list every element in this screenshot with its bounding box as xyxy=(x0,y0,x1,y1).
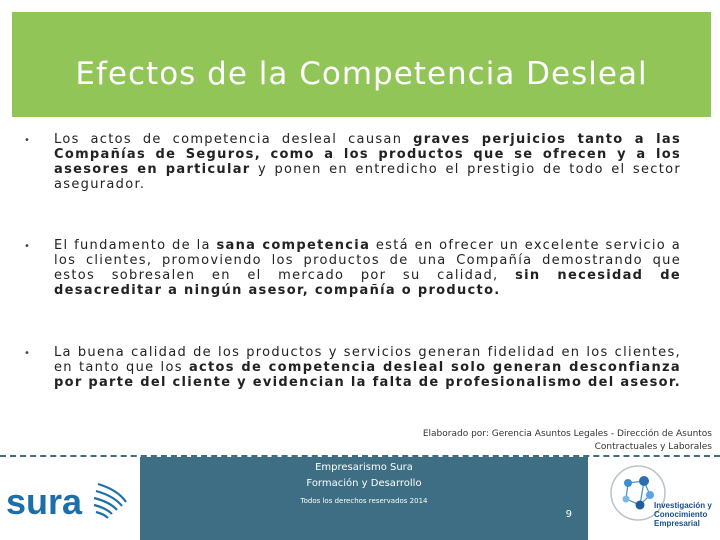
bullet-text-bold: graves perjuicios tanto a las Compañías de Seguros, como a los productos que se ofrecen y a los asesores en particular xyxy=(54,132,682,177)
credit-note xyxy=(412,428,712,454)
bullet-text xyxy=(54,238,681,298)
bullet-text-bold: sin necesidad de desacreditar a ningún asesor, compañía o producto. xyxy=(54,268,681,298)
bullet-dot-icon: • xyxy=(24,135,30,146)
investigacion-logo-text: Investigación y xyxy=(654,501,712,510)
footer-box xyxy=(140,457,588,540)
bullet-text-bold: actos de competencia desleal solo generan desconfianza por parte del cliente y evidencian la falta de profesionalismo del asesor. xyxy=(54,360,681,390)
bullet-text xyxy=(54,132,681,192)
bullet-text-regular: está en ofrecer un excelente servicio a los clientes, promoviendo los productos de una Compañía demostrando que estos sobresalen en el mercado por su calidad, xyxy=(54,238,682,283)
slide-title: Efectos de la Competencia Desleal xyxy=(75,56,648,92)
footer-company: Empresarismo Sura xyxy=(315,462,413,473)
bullet-text-bold: sana competencia xyxy=(216,238,371,253)
page-number: 9 xyxy=(565,509,572,520)
sura-logo-text: sura xyxy=(6,481,83,522)
bullet-text xyxy=(54,345,681,390)
footer-copyright: Todos los derechos reservados 2014 xyxy=(300,497,428,505)
bullet-text-regular: y ponen en entredicho el prestigio de todo el sector asegurador. xyxy=(54,162,681,192)
bullet-text-regular: Los actos de competencia desleal causan xyxy=(54,132,414,147)
bullet-dot-icon: • xyxy=(24,241,30,252)
investigacion-logo xyxy=(598,461,716,539)
bullet-dot-icon: • xyxy=(24,348,30,359)
credit-line: Contractuales y Laborales xyxy=(594,442,712,452)
sura-wing-icon xyxy=(94,484,126,518)
title-bar xyxy=(12,12,711,117)
bullet-text-regular: La buena calidad de los productos y servicios generan fidelidad en los clientes, en tanto que los xyxy=(54,345,681,375)
footer-department: Formación y Desarrollo xyxy=(306,478,422,489)
bullet-text-regular: El fundamento de la xyxy=(54,238,217,253)
investigacion-logo-text: Conocimiento xyxy=(654,510,708,519)
credit-line: Elaborado por: Gerencia Asuntos Legales - Dirección de Asuntos xyxy=(422,429,712,439)
sura-logo xyxy=(6,476,132,526)
investigacion-logo-text: Empresarial xyxy=(654,519,700,528)
